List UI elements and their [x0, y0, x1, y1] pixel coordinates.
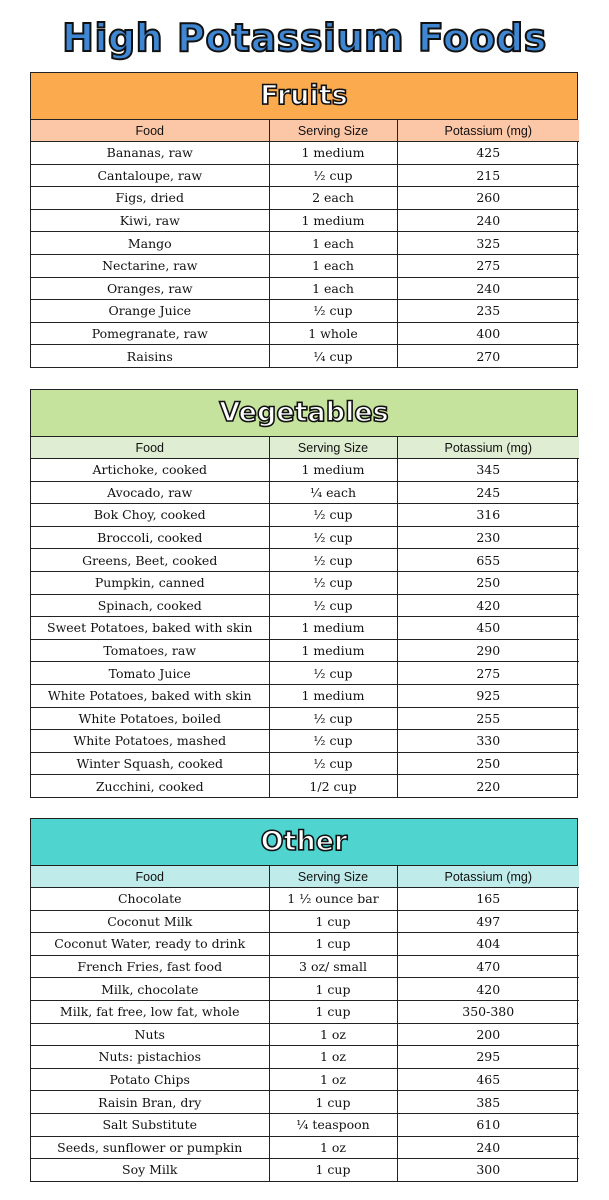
column-header-food: Food — [31, 866, 269, 888]
table-row — [31, 187, 579, 210]
serving-size-cell: 1 whole — [269, 322, 397, 345]
section-title-banner — [31, 73, 577, 120]
potassium-cell: 245 — [397, 481, 579, 504]
food-cell: Figs, dried — [31, 187, 269, 210]
section-title-banner — [31, 819, 577, 866]
potassium-cell: 330 — [397, 730, 579, 753]
potassium-cell: 275 — [397, 254, 579, 277]
column-header-serving-size: Serving Size — [269, 120, 397, 142]
vegetables-table — [31, 437, 579, 797]
table-header-row — [31, 437, 579, 459]
potassium-cell: 325 — [397, 232, 579, 255]
serving-size-cell: ½ cup — [269, 164, 397, 187]
table-row — [31, 707, 579, 730]
potassium-cell: 404 — [397, 933, 579, 956]
serving-size-cell: 1 cup — [269, 1000, 397, 1023]
table-row — [31, 1068, 579, 1091]
table-row — [31, 209, 579, 232]
serving-size-cell: 1 oz — [269, 1023, 397, 1046]
food-cell: Pomegranate, raw — [31, 322, 269, 345]
serving-size-cell: ½ cup — [269, 730, 397, 753]
section-title: Other — [260, 826, 348, 857]
potassium-cell: 425 — [397, 142, 579, 165]
food-cell: Salt Substitute — [31, 1113, 269, 1136]
potassium-cell: 250 — [397, 752, 579, 775]
food-cell: Pumpkin, canned — [31, 571, 269, 594]
potassium-cell: 450 — [397, 617, 579, 640]
potassium-cell: 316 — [397, 504, 579, 527]
table-row — [31, 888, 579, 911]
potassium-cell: 275 — [397, 662, 579, 685]
potassium-cell: 235 — [397, 300, 579, 323]
serving-size-cell: ½ cup — [269, 526, 397, 549]
table-row — [31, 955, 579, 978]
table-row — [31, 300, 579, 323]
food-cell: Cantaloupe, raw — [31, 164, 269, 187]
food-cell: Zucchini, cooked — [31, 775, 269, 797]
table-row — [31, 504, 579, 527]
food-cell: Chocolate — [31, 888, 269, 911]
serving-size-cell: ½ cup — [269, 504, 397, 527]
potassium-cell: 255 — [397, 707, 579, 730]
table-row — [31, 978, 579, 1001]
serving-size-cell: 1 medium — [269, 209, 397, 232]
serving-size-cell: 1 cup — [269, 978, 397, 1001]
serving-size-cell: 1 medium — [269, 459, 397, 482]
serving-size-cell: 1 medium — [269, 617, 397, 640]
serving-size-cell: 1 cup — [269, 1091, 397, 1114]
serving-size-cell: 3 oz/ small — [269, 955, 397, 978]
potassium-cell: 420 — [397, 978, 579, 1001]
food-cell: Coconut Water, ready to drink — [31, 933, 269, 956]
potassium-cell: 610 — [397, 1113, 579, 1136]
fruits-table — [31, 120, 579, 367]
potassium-cell: 420 — [397, 594, 579, 617]
section-title-banner — [31, 390, 577, 437]
serving-size-cell: 1 medium — [269, 142, 397, 165]
serving-size-cell: ½ cup — [269, 752, 397, 775]
column-header-potassium: Potassium (mg) — [397, 437, 579, 459]
table-row — [31, 164, 579, 187]
food-cell: Winter Squash, cooked — [31, 752, 269, 775]
table-row — [31, 1136, 579, 1159]
food-cell: Nuts — [31, 1023, 269, 1046]
potassium-cell: 230 — [397, 526, 579, 549]
serving-size-cell: 2 each — [269, 187, 397, 210]
table-row — [31, 1000, 579, 1023]
table-row — [31, 345, 579, 367]
serving-size-cell: ¼ teaspoon — [269, 1113, 397, 1136]
table-row — [31, 594, 579, 617]
potassium-cell: 300 — [397, 1159, 579, 1181]
table-row — [31, 322, 579, 345]
food-cell: Tomato Juice — [31, 662, 269, 685]
food-cell: Nuts: pistachios — [31, 1046, 269, 1069]
potassium-cell: 400 — [397, 322, 579, 345]
other-table — [31, 866, 579, 1181]
serving-size-cell: 1 cup — [269, 933, 397, 956]
food-cell: French Fries, fast food — [31, 955, 269, 978]
serving-size-cell: ½ cup — [269, 662, 397, 685]
food-cell: Milk, chocolate — [31, 978, 269, 1001]
food-cell: Sweet Potatoes, baked with skin — [31, 617, 269, 640]
potassium-cell: 240 — [397, 1136, 579, 1159]
table-row — [31, 1113, 579, 1136]
page-title: High Potassium Foods — [62, 16, 547, 60]
section-title: Vegetables — [219, 397, 389, 428]
serving-size-cell: 1 medium — [269, 684, 397, 707]
serving-size-cell: 1 oz — [269, 1136, 397, 1159]
table-row — [31, 730, 579, 753]
food-cell: Broccoli, cooked — [31, 526, 269, 549]
potassium-cell: 295 — [397, 1046, 579, 1069]
table-row — [31, 684, 579, 707]
serving-size-cell: 1 medium — [269, 639, 397, 662]
potassium-cell: 655 — [397, 549, 579, 572]
potassium-cell: 470 — [397, 955, 579, 978]
food-cell: Spinach, cooked — [31, 594, 269, 617]
table-row — [31, 1023, 579, 1046]
table-row — [31, 549, 579, 572]
potassium-cell: 925 — [397, 684, 579, 707]
table-row — [31, 481, 579, 504]
serving-size-cell: 1 each — [269, 232, 397, 255]
table-row — [31, 1159, 579, 1181]
potassium-cell: 497 — [397, 910, 579, 933]
table-row — [31, 142, 579, 165]
column-header-serving-size: Serving Size — [269, 866, 397, 888]
potassium-cell: 270 — [397, 345, 579, 367]
table-row — [31, 752, 579, 775]
serving-size-cell: ½ cup — [269, 571, 397, 594]
food-cell: Tomatoes, raw — [31, 639, 269, 662]
food-cell: Kiwi, raw — [31, 209, 269, 232]
serving-size-cell: 1 cup — [269, 1159, 397, 1181]
food-cell: Orange Juice — [31, 300, 269, 323]
serving-size-cell: ½ cup — [269, 707, 397, 730]
table-row — [31, 526, 579, 549]
food-cell: Milk, fat free, low fat, whole — [31, 1000, 269, 1023]
serving-size-cell: ¼ each — [269, 481, 397, 504]
food-cell: Mango — [31, 232, 269, 255]
column-header-food: Food — [31, 437, 269, 459]
potassium-cell: 350-380 — [397, 1000, 579, 1023]
column-header-serving-size: Serving Size — [269, 437, 397, 459]
serving-size-cell: 1 each — [269, 254, 397, 277]
other-section — [30, 818, 578, 1182]
fruits-section — [30, 72, 578, 368]
food-cell: White Potatoes, boiled — [31, 707, 269, 730]
serving-size-cell: 1 oz — [269, 1068, 397, 1091]
food-cell: Potato Chips — [31, 1068, 269, 1091]
potassium-cell: 250 — [397, 571, 579, 594]
serving-size-cell: ½ cup — [269, 549, 397, 572]
potassium-cell: 260 — [397, 187, 579, 210]
column-header-potassium: Potassium (mg) — [397, 120, 579, 142]
food-cell: Raisin Bran, dry — [31, 1091, 269, 1114]
potassium-cell: 385 — [397, 1091, 579, 1114]
potassium-cell: 165 — [397, 888, 579, 911]
section-title: Fruits — [260, 80, 348, 111]
food-cell: Nectarine, raw — [31, 254, 269, 277]
serving-size-cell: 1 oz — [269, 1046, 397, 1069]
column-header-food: Food — [31, 120, 269, 142]
table-row — [31, 910, 579, 933]
serving-size-cell: 1 each — [269, 277, 397, 300]
serving-size-cell: ½ cup — [269, 300, 397, 323]
column-header-potassium: Potassium (mg) — [397, 866, 579, 888]
table-row — [31, 1091, 579, 1114]
food-cell: Soy Milk — [31, 1159, 269, 1181]
food-cell: Bananas, raw — [31, 142, 269, 165]
potassium-cell: 240 — [397, 209, 579, 232]
table-header-row — [31, 866, 579, 888]
food-cell: White Potatoes, mashed — [31, 730, 269, 753]
potassium-cell: 200 — [397, 1023, 579, 1046]
table-row — [31, 775, 579, 797]
potassium-cell: 220 — [397, 775, 579, 797]
serving-size-cell: 1 ½ ounce bar — [269, 888, 397, 911]
potassium-cell: 215 — [397, 164, 579, 187]
vegetables-section — [30, 389, 578, 798]
table-row — [31, 459, 579, 482]
food-cell: Seeds, sunflower or pumpkin — [31, 1136, 269, 1159]
table-row — [31, 617, 579, 640]
potassium-cell: 240 — [397, 277, 579, 300]
food-cell: Coconut Milk — [31, 910, 269, 933]
potassium-cell: 290 — [397, 639, 579, 662]
food-cell: Bok Choy, cooked — [31, 504, 269, 527]
food-cell: Oranges, raw — [31, 277, 269, 300]
table-row — [31, 254, 579, 277]
serving-size-cell: ¼ cup — [269, 345, 397, 367]
table-row — [31, 277, 579, 300]
table-row — [31, 232, 579, 255]
serving-size-cell: 1 cup — [269, 910, 397, 933]
potassium-cell: 345 — [397, 459, 579, 482]
food-cell: Greens, Beet, cooked — [31, 549, 269, 572]
serving-size-cell: ½ cup — [269, 594, 397, 617]
food-cell: White Potatoes, baked with skin — [31, 684, 269, 707]
table-row — [31, 639, 579, 662]
food-cell: Avocado, raw — [31, 481, 269, 504]
food-cell: Artichoke, cooked — [31, 459, 269, 482]
table-row — [31, 662, 579, 685]
potassium-cell: 465 — [397, 1068, 579, 1091]
table-row — [31, 1046, 579, 1069]
serving-size-cell: 1/2 cup — [269, 775, 397, 797]
food-cell: Raisins — [31, 345, 269, 367]
table-header-row — [31, 120, 579, 142]
table-row — [31, 933, 579, 956]
table-row — [31, 571, 579, 594]
